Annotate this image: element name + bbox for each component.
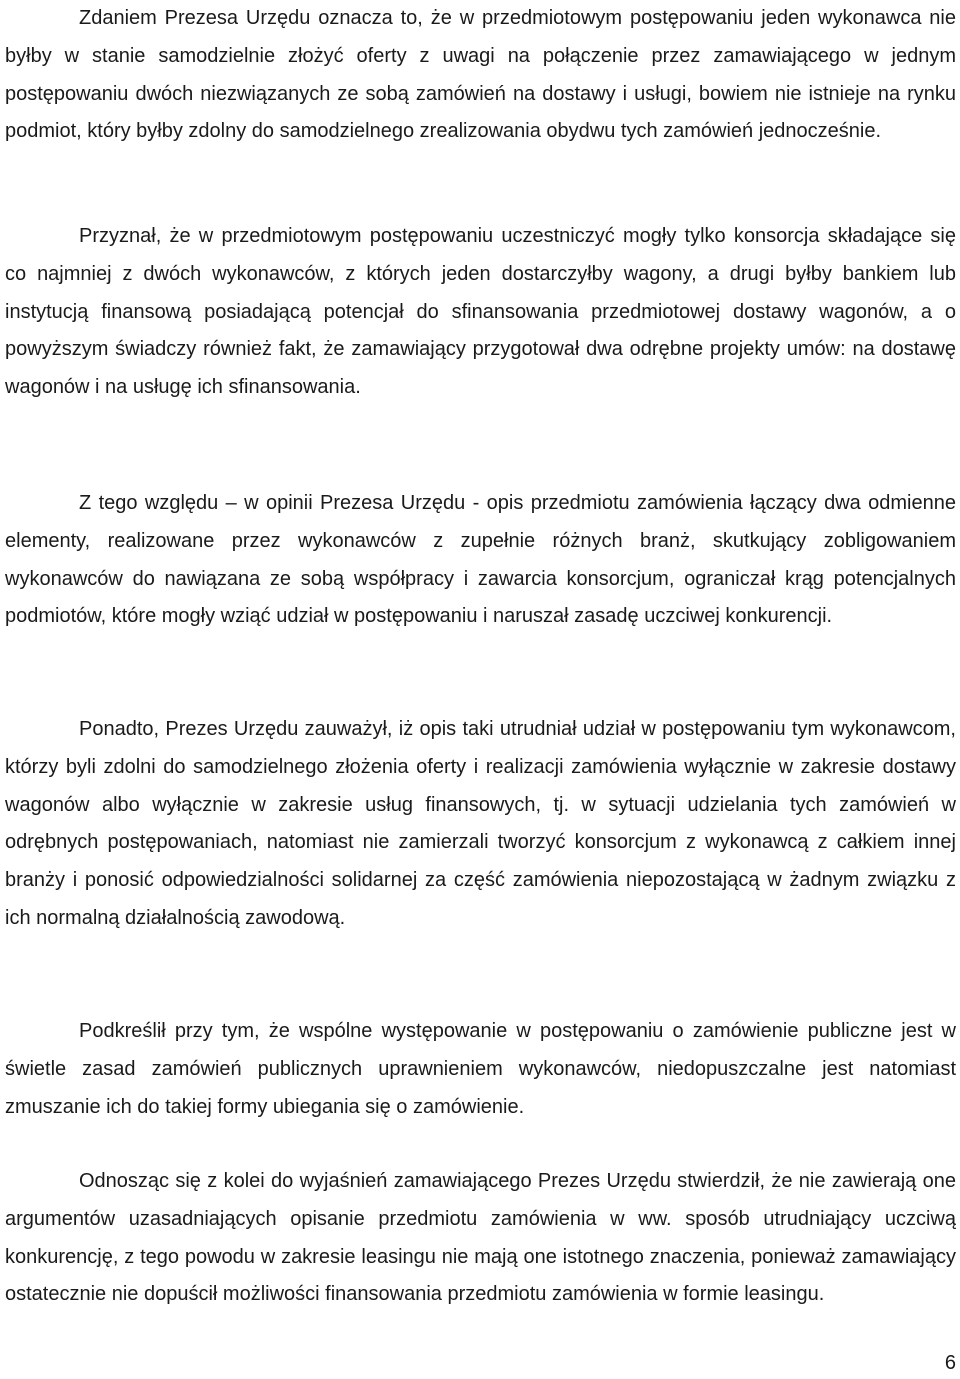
page-number: 6: [944, 1352, 956, 1374]
paragraph-6: Odnosząc się z kolei do wyjaśnień zamawiającego Prezes Urzędu stwierdził, że nie zawierają one argumentów uzasadniających opisanie przedmiotu zamówienia w ww. sposób utrudniający uczciwą konkurencję, z tego powodu w zakresie leasingu nie mają one istotnego znaczenia, ponieważ zamawiający ostatecznie nie dopuścił możliwości finansowania przedmiotu zamówienia w formie leasingu.: [5, 1170, 956, 1306]
paragraph-3: Z tego względu – w opinii Prezesa Urzędu - opis przedmiotu zamówienia łączący dwa odmienne elementy, realizowane przez wykonawców z zupełnie różnych branż, skutkujący zobligowaniem wykonawców do nawiązana ze sobą współpracy i zawarcia konsorcjum, ograniczał krąg potencjalnych podmiotów, które mogły wziąć udział w postępowaniu i naruszał zasadę uczciwej konkurencji.: [5, 492, 956, 628]
paragraph-2: Przyznał, że w przedmiotowym postępowaniu uczestniczyć mogły tylko konsorcja składające się co najmniej z dwóch wykonawców, z których jeden dostarczyłby wagony, a drugi byłby bankiem lub instytucją finansową posiadającą potencjał do sfinansowania przedmiotowej dostawy wagonów, a o powyższym świadczy również fakt, że zamawiający przygotował dwa odrębne projekty umów: na dostawę wagonów i na usługę ich sfinansowania.: [5, 225, 956, 399]
paragraph-5: Podkreślił przy tym, że wspólne występowanie w postępowaniu o zamówienie publiczne jest w świetle zasad zamówień publicznych uprawnieniem wykonawców, niedopuszczalne jest natomiast zmuszanie ich do takiej formy ubiegania się o zamówienie.: [5, 1020, 956, 1118]
paragraph-4: Ponadto, Prezes Urzędu zauważył, iż opis taki utrudniał udział w postępowaniu tym wykonawcom, którzy byli zdolni do samodzielnego złożenia oferty i realizacji zamówienia wyłącznie w zakresie dostawy wagonów albo wyłącznie w zakresie usług finansowych, tj. w sytuacji udzielania tych zamówień w odrębnych postępowaniach, natomiast nie zamierzali tworzyć konsorcjum z wykonawcą z całkiem innej branży i ponosić odpowiedzialności solidarnej za część zamówienia niepozostającą w żadnym związku z ich normalną działalnością zawodową.: [5, 718, 956, 929]
paragraph-1: Zdaniem Prezesa Urzędu oznacza to, że w przedmiotowym postępowaniu jeden wykonawca nie byłby w stanie samodzielnie złożyć oferty z uwagi na połączenie przez zamawiającego w jednym postępowaniu dwóch niezwiązanych ze sobą zamówień na dostawy i usługi, bowiem nie istnieje na rynku podmiot, który byłby zdolny do samodzielnego zrealizowania obydwu tych zamówień jednocześnie.: [5, 7, 956, 143]
